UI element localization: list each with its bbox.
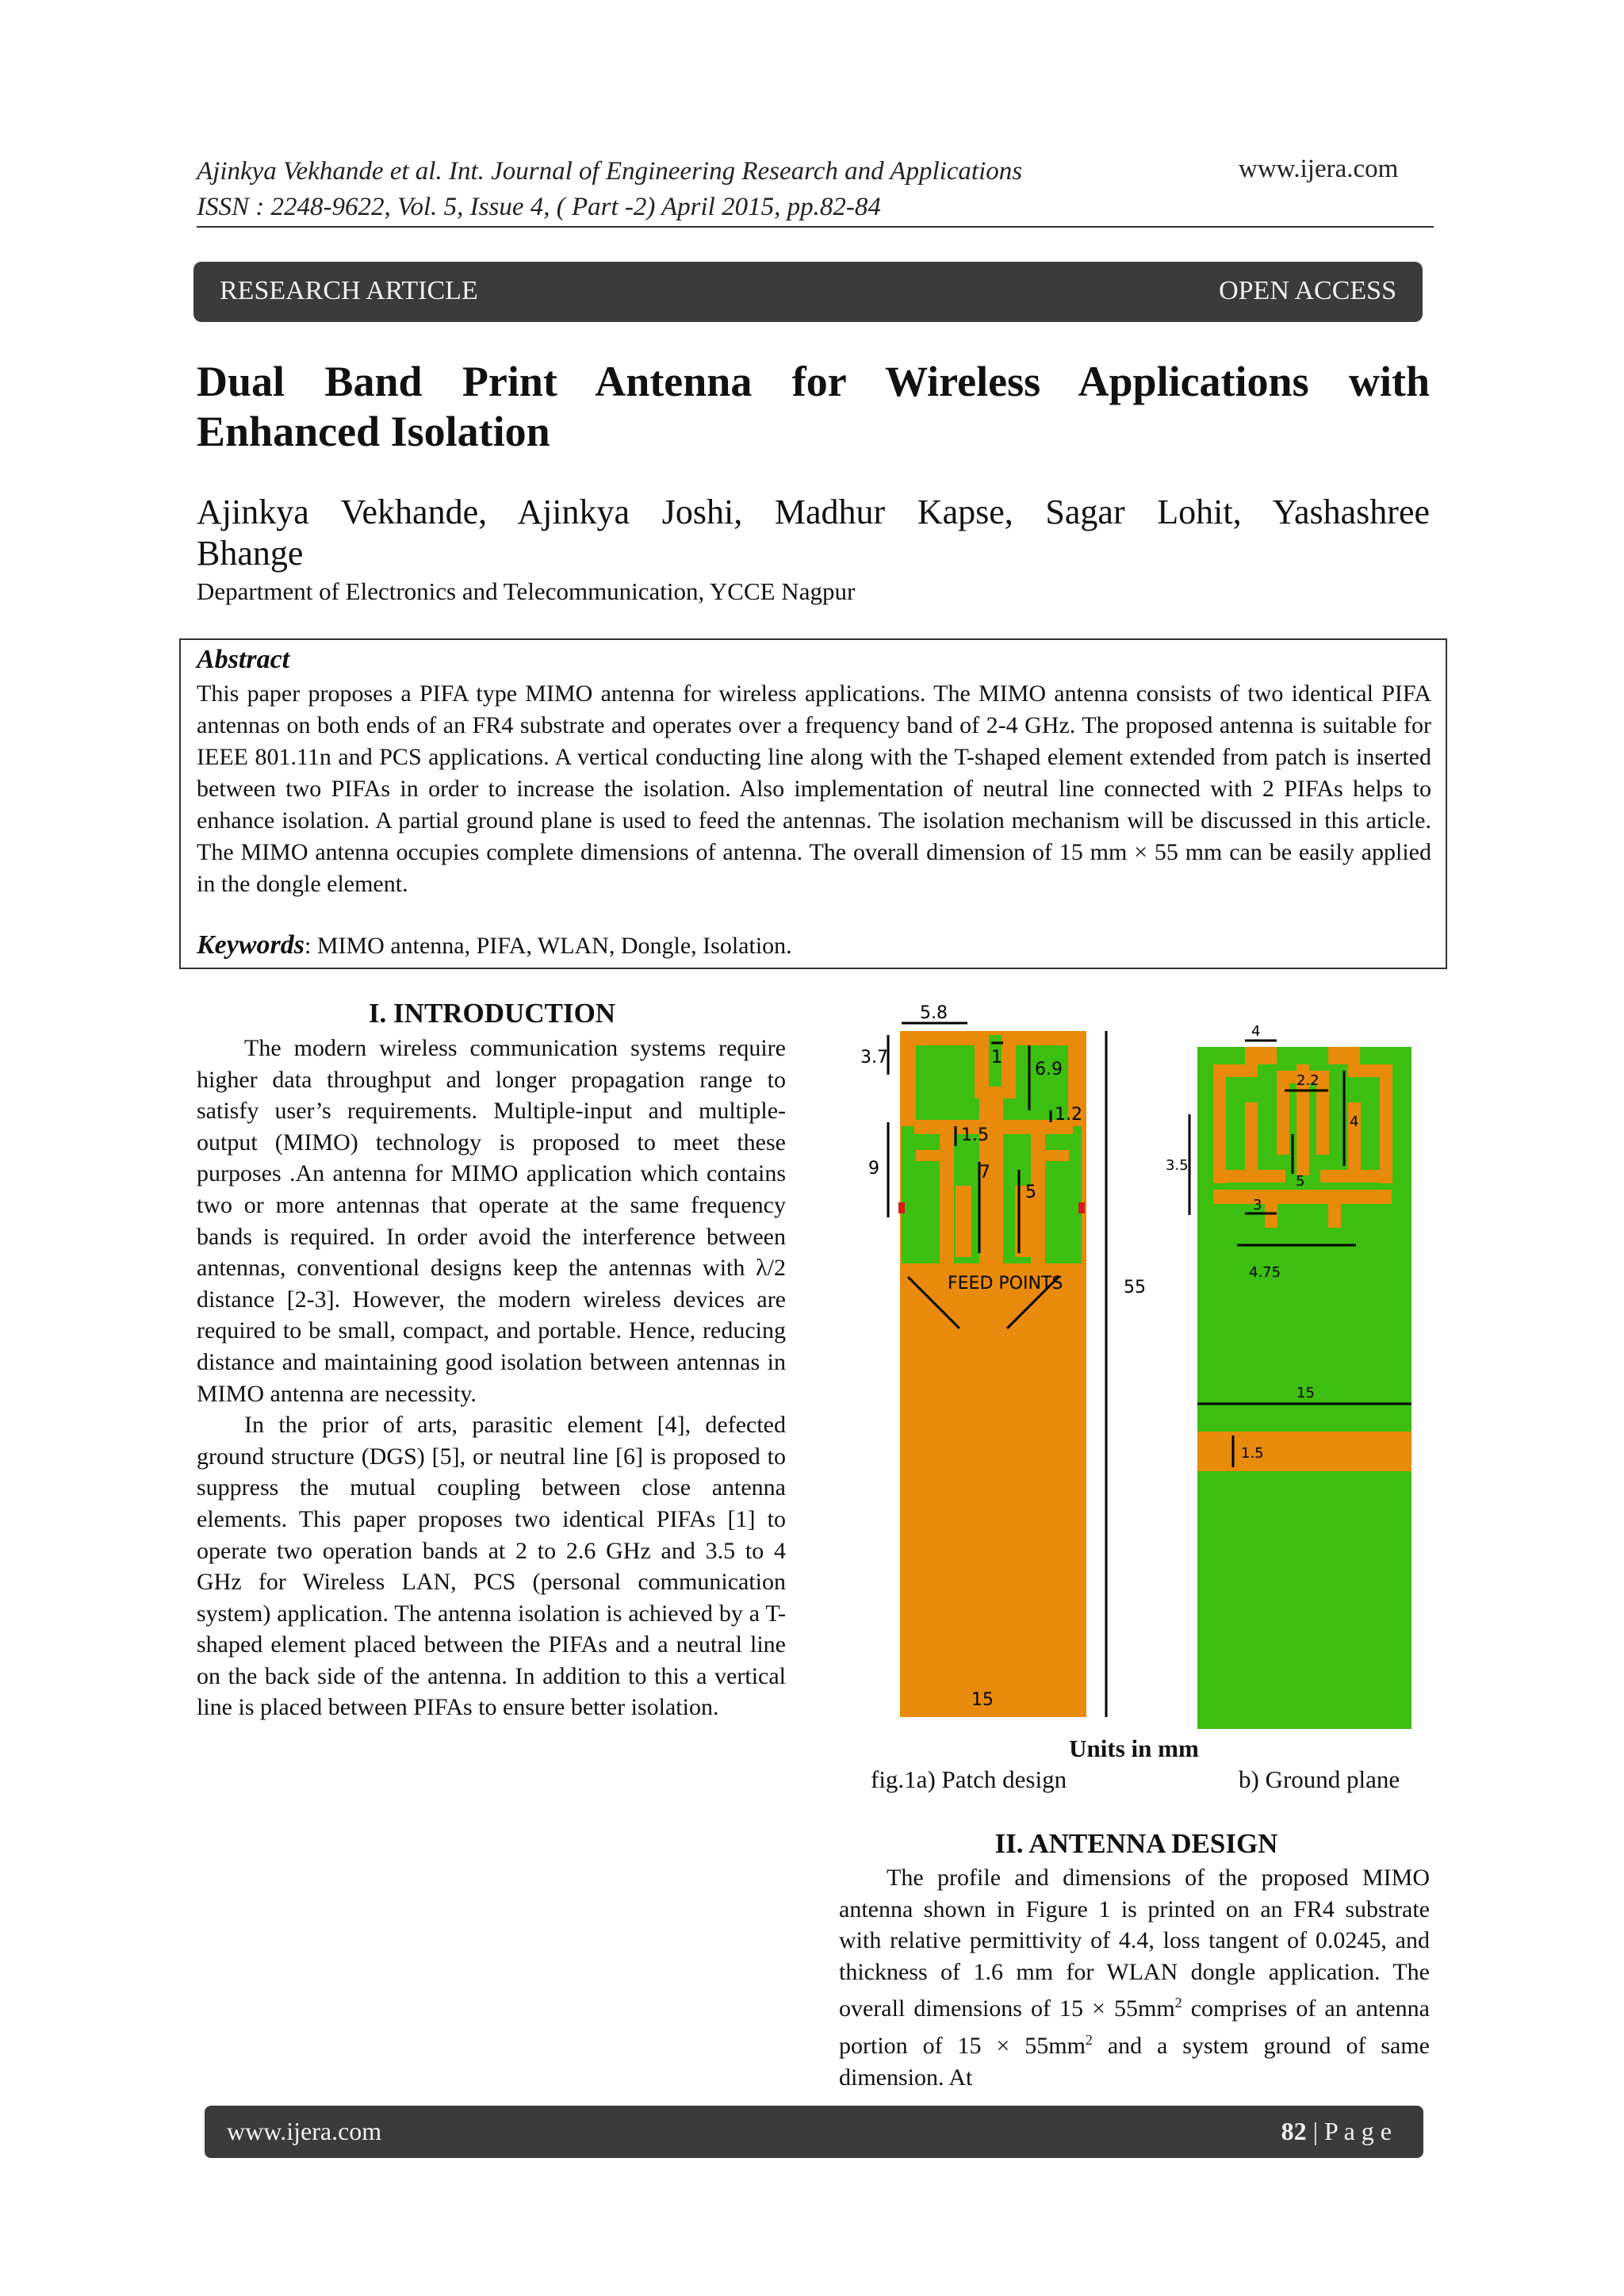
intro-paragraph-2: In the prior of arts, parasitic element [4], defected ground structure (DGS) [5], or neutral line [6] is proposed to suppress the mutual coupling between close antenna elements. This paper proposes two identical PIFAs [1] to operate two operation bands at 2 to 2.6 GHz and 3.5 to 4 GHz for Wireless LAN, PCS (personal communication system) application. The antenna isolation is achieved by a T-shaped element placed between the PIFAs and a neutral line on the back side of the antenna. In addition to this a vertical line is placed between PIFAs to ensure better isolation. xyxy=(197,1412,786,1721)
intro-paragraph-1: The modern wireless communication systems require higher data throughput and longer propagation range to satisfy user’s requirements. Multiple-input and multiple-output (MIMO) technology is proposed to meet these purposes .An antenna for MIMO application which contains two or more antennas that operate at the same frequency bands is required. In order avoid the interference between antennas, conventional designs keep the antennas with λ/2 distance [2-3]. However, the modern wireless devices are required to be small, compact, and portable. Hence, reducing distance and maintaining good isolation between antennas in MIMO antenna are necessity. xyxy=(197,1035,786,1407)
ground-dim-width: 15 xyxy=(1297,1385,1315,1401)
design-text-c: and a system ground of same dimension. At xyxy=(839,2032,1430,2091)
design-text-b: comprises of an antenna portion of 15 × 55mm xyxy=(839,1995,1430,2059)
abstract-box xyxy=(179,638,1447,969)
keywords xyxy=(197,930,1431,962)
research-article-label: RESEARCH ARTICLE xyxy=(220,276,478,305)
ground-strip xyxy=(1197,1432,1411,1471)
patch-design-figure xyxy=(860,999,1158,1729)
authors-line-2: Bhange xyxy=(197,534,304,573)
journal-line: Ajinkya Vekhande et al. Int. Journal of Engineering Research and Applications xyxy=(197,157,1023,186)
page-label: | P a g e xyxy=(1306,2117,1392,2145)
antenna-design-heading: II. ANTENNA DESIGN xyxy=(994,1828,1278,1859)
feed-point-right xyxy=(1078,1202,1085,1213)
abstract-heading: Abstract xyxy=(197,645,290,674)
footer-site[interactable]: www.ijera.com xyxy=(227,2117,382,2145)
superscript-1: 2 xyxy=(1174,1995,1182,2011)
title-line-2: Enhanced Isolation xyxy=(197,408,550,455)
header-rule xyxy=(197,226,1434,228)
authors-line-1: Ajinkya Vekhande, Ajinkya Joshi, Madhur Kapse, Sagar Lohit, Yashashree xyxy=(197,493,1430,531)
journal-site[interactable]: www.ijera.com xyxy=(1239,155,1399,183)
abstract-text: This paper proposes a PIFA type MIMO antenna for wireless applications. The MIMO antenna consists of two identical PIFA antennas on both ends of an FR4 substrate and operates over a frequency band of 2-4 GHz. The proposed antenna is suitable for IEEE 801.11n and PCS applications. A vertical conducting line along with the T-shaped element extended from patch is inserted between two PIFAs in order to increase the isolation. Also implementation of neutral line connected with 2 PIFAs helps to enhance isolation. A partial ground plane is used to feed the antennas. The isolation mechanism will be discussed in this article. The MIMO antenna occupies complete dimensions of antenna. The overall dimension of 15 mm × 55 mm can be easily applied in the dongle element. xyxy=(197,680,1431,897)
ground-dim-top-width: 4 xyxy=(1251,1023,1261,1040)
patch-dim-left-height: 9 xyxy=(868,1159,879,1179)
ground-dim-right-height: 4 xyxy=(1350,1114,1359,1130)
ground-plane-figure xyxy=(1166,1007,1435,1737)
page-number xyxy=(1281,2117,1392,2146)
patch-dim-top-width: 5.8 xyxy=(920,1003,948,1023)
feed-point-left xyxy=(898,1202,905,1213)
keywords-text: : MIMO antenna, PIFA, WLAN, Dongle, Isolation. xyxy=(304,933,792,959)
ground-dim-strip: 1.5 xyxy=(1241,1445,1264,1462)
page-number-value: 82 xyxy=(1281,2117,1307,2145)
figure-caption-a: fig.1a) Patch design xyxy=(871,1765,1067,1793)
article-banner xyxy=(193,262,1423,322)
affiliation: Department of Electronics and Telecommunication, YCCE Nagpur xyxy=(197,577,856,605)
paper-title xyxy=(197,357,1430,457)
keywords-label: Keywords xyxy=(197,930,304,960)
patch-dim-length: 6.9 xyxy=(1035,1060,1063,1079)
patch-dim-gap: 1 xyxy=(991,1048,1002,1068)
patch-dim-t2: 1.2 xyxy=(1055,1105,1082,1125)
ground-dim-gap: 2.2 xyxy=(1297,1072,1320,1089)
superscript-2: 2 xyxy=(1085,2031,1093,2048)
open-access-label: OPEN ACCESS xyxy=(1219,276,1396,305)
introduction-body xyxy=(197,1033,786,1723)
ground-dim-w5: 5 xyxy=(1296,1173,1305,1190)
antenna-design-body xyxy=(839,1862,1430,2093)
title-line-1: Dual Band Print Antenna for Wireless Applications with xyxy=(197,358,1430,405)
author-list xyxy=(197,492,1430,574)
design-text-a: The profile and dimensions of the proposed MIMO antenna shown in Figure 1 is printed on an FR4 substrate with relative permittivity of 4.4, loss tangent of 0.0245, and thickness of 1.6 mm for WLAN dongle application. The overall dimensions of 15 × 55mm xyxy=(839,1865,1430,2022)
patch-dim-width: 15 xyxy=(971,1690,994,1710)
patch-dim-total-length: 55 xyxy=(1124,1278,1146,1297)
ground-dim-bottom: 4.75 xyxy=(1249,1264,1281,1281)
feed-points-label: FEED POINTS xyxy=(948,1274,1063,1294)
page-footer xyxy=(205,2106,1423,2158)
patch-dim-t1: 1.5 xyxy=(961,1125,989,1145)
patch-dim-top-height: 3.7 xyxy=(860,1048,888,1068)
figure-caption-b: b) Ground plane xyxy=(1239,1765,1400,1793)
patch-dim-v5: 5 xyxy=(1025,1182,1036,1202)
ground-dim-w3: 3 xyxy=(1253,1197,1262,1213)
figure-units: Units in mm xyxy=(1069,1734,1199,1762)
ground-dim-left-height: 3.5 xyxy=(1166,1157,1189,1174)
issn-line: ISSN : 2248-9622, Vol. 5, Issue 4, ( Part -2) April 2015, pp.82-84 xyxy=(197,193,881,221)
patch-dim-v7: 7 xyxy=(979,1163,990,1182)
introduction-heading: I. INTRODUCTION xyxy=(368,998,616,1029)
